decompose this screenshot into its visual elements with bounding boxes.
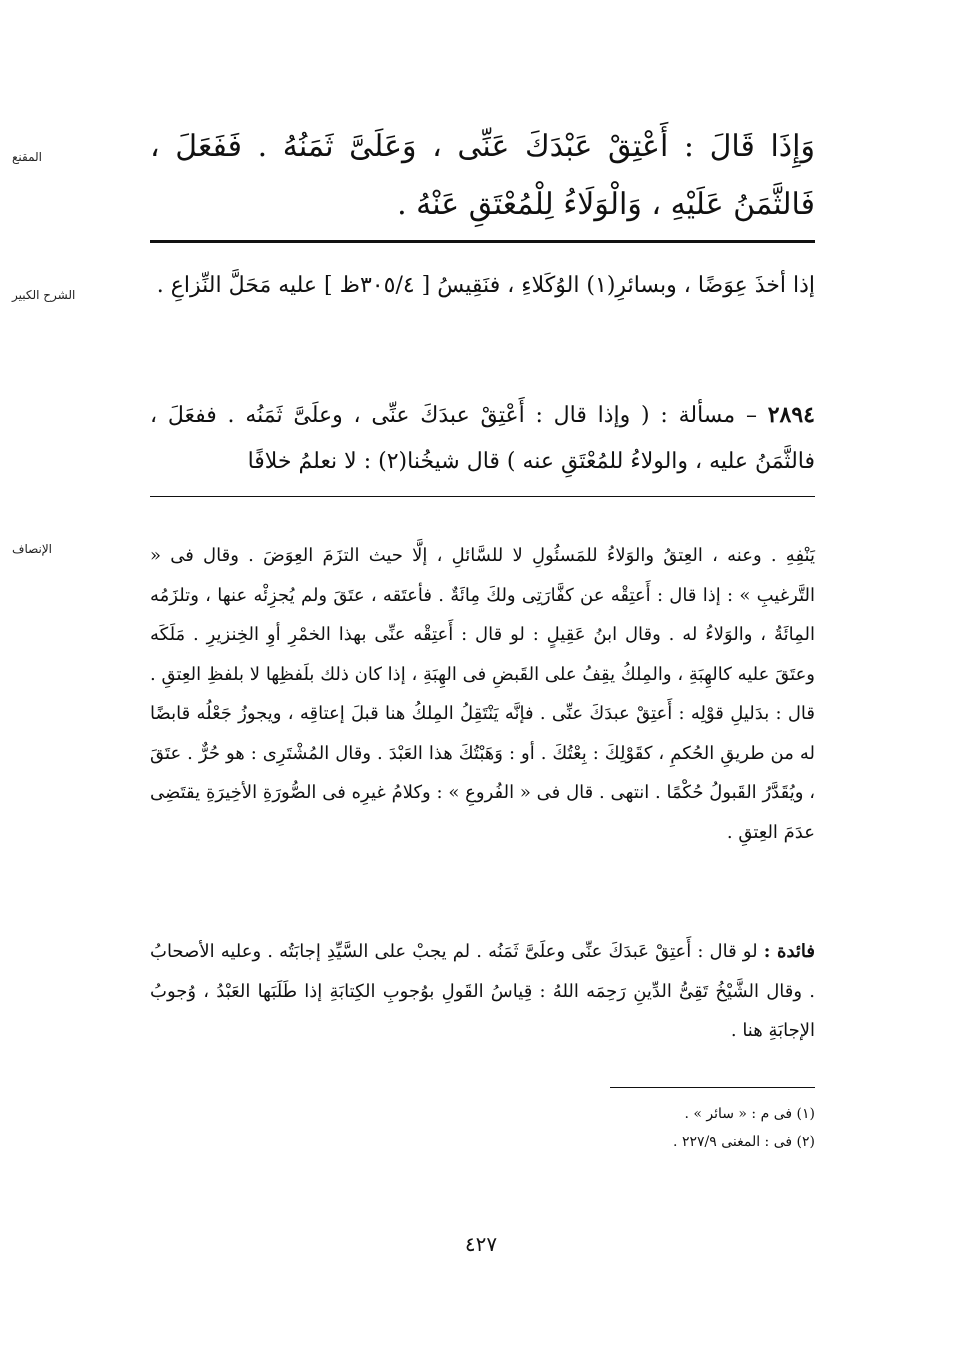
muqni-text xyxy=(150,118,815,234)
section-divider-thin xyxy=(150,496,815,497)
footnotes xyxy=(150,1100,815,1156)
faida-text: لو قال : أَعتِقْ عَبدَكَ عنِّى وعلَىَّ ثَمَنُه . لم يجبْ على السَّيِّدِ إجابَتُه . وعليه الأصحابُ . وقال الشَّيْخُ تَقِىُّ الدِّينِ رَحِمَه اللهُ : قِياسُ القَولِ بوُجوبِ الكِتابَةِ إذا طَلَبَها العَبْدُ ، وُجوبُ الإجابَةِ هنا . xyxy=(150,941,815,1041)
muqni-paragraph: وَإِذَا قَالَ : أَعْتِقْ عَبْدَكَ عَنِّى ، وَعَلَىَّ ثَمَنُهُ . فَفَعَلَ ، فَالثَّمَنُ عَلَيْهِ ، وَالْوَلَاءُ لِلْمُعْتَقِ عَنْهُ . xyxy=(150,129,815,222)
masala-paragraph xyxy=(150,392,815,485)
footnote-2: (٢) فى : المغنى ٢٢٧/٩ . xyxy=(673,1134,815,1150)
label-insaf: الإنصاف xyxy=(12,542,53,556)
label-sharh: الشرح الكبير xyxy=(12,288,76,302)
masala-number: ٢٨٩٤ xyxy=(767,402,815,428)
insaf-text xyxy=(150,536,815,852)
footnote-divider xyxy=(610,1087,815,1088)
insaf-paragraph: يَنْفِهِ . وعنه ، العِتقُ والوَلاءُ للمَسئُولِ لا للسَّائلِ ، إلَّا حيث التزَمَ العِوَضَ . وقال فى « التَّرغيبِ » : إذا قال : أَعتِقْه عن كفَّارَتِى ولكَ مِائَةٌ . فأعتَقه ، عتَقَ ولم يُجزِئْه عنها ، وتلزَمُه المِائَةُ ، والوَلاءُ له . وقال ابنُ عَقِيلٍ : لو قال : أَعتِقْه عنِّى بهذا الخمْرِ أوِ الخِنزيرِ . مَلَكَه وعتَقَ عليه كالهِبَةِ ، والمِلكُ يقِفُ على القَبضِ فى الهِبَةِ ، إذا كان ذلك بلَفظِها لا بلفظِ العِتقِ . قال : بدَليلِ قوْلِه : أَعتِقْ عبدَكَ عنِّى . فإنَّه يَنْتَقِلُ المِلكُ هنا قبلَ إعتاقِه ، ويجوزُ جَعْلُه قابضًا له من طريقِ الحُكمِ ، كقَوْلِكَ : بِعْتُكَ . أو : وَهَبْتُكَ هذا العَبْدَ . وقال المُشْتَرِى : هو حُرٌّ . عتَقَ ، ويُقَدَّرُ القَبولُ حُكْمًا . انتهى . قال فى « الفُروعِ » : وكلامُ غيرِه فى الصُّورَةِ الأخِيرَةِ يقتَضِى عدَمَ العِتقِ . xyxy=(150,545,815,843)
footnote-1: (١) فى م : « سائر » . xyxy=(684,1106,815,1122)
sharh-text xyxy=(150,262,815,310)
masala-block xyxy=(150,392,815,485)
faida-paragraph xyxy=(150,932,815,1051)
label-muqni: المقنع xyxy=(12,150,43,164)
sharh-paragraph: إذا أخذَ عِوَضًا ، وبسائرِ(١) الوُكَلاءِ ، فنَقِيسُ [ ٥/٤‏٣٠ظ ] عليه مَحَلَّ النِّزاعِ . xyxy=(156,273,815,298)
section-divider-thick xyxy=(150,240,815,243)
faida-label: فائدة : xyxy=(763,941,815,962)
faida-block xyxy=(150,932,815,1051)
page-number: ٤٢٧ xyxy=(464,1232,498,1256)
masala-text: – مسألة : ( وإذا قال : أَعْتِقْ عبدَكَ عنِّى ، وعلَىَّ ثَمَنُه . ففعَلَ ، فالثَّمَنُ عليه ، والولاءُ للمُعْتَقِ عنه ) قال شيخُنا(٢) : لا نعلمُ خلافًا xyxy=(150,403,815,474)
